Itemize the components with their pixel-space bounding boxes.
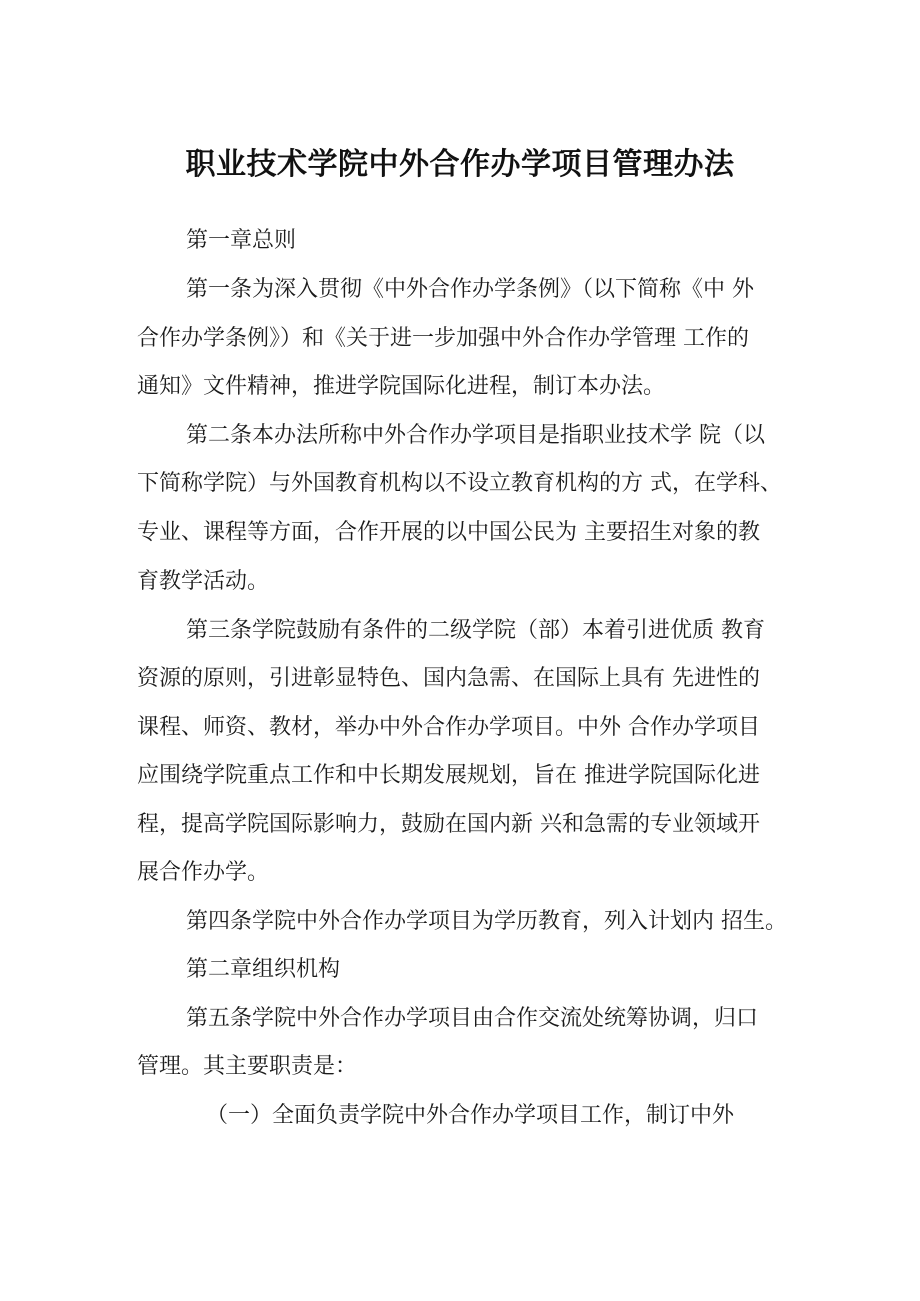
paragraph-line: 第一条为深入贯彻《中外合作办学条例》（以下简称《中 外 bbox=[186, 277, 754, 302]
paragraph-line: 应围绕学院重点工作和中长期发展规划，旨在 推进学院国际化进 bbox=[137, 763, 760, 788]
paragraph-line: 第二条本办法所称中外合作办学项目是指职业技术学 院（以 bbox=[186, 423, 765, 448]
paragraph-line: 管理。其主要职责是： bbox=[137, 1054, 358, 1079]
chapter-heading: 第一章总则 bbox=[186, 228, 297, 253]
paragraph-line: 第四条学院中外合作办学项目为学历教育，列入计划内 招生。 bbox=[186, 909, 787, 934]
paragraph-line: 第三条学院鼓励有条件的二级学院（部）本着引进优质 教育 bbox=[186, 618, 765, 643]
paragraph-line: 通知》文件精神，推进学院国际化进程，制订本办法。 bbox=[137, 374, 666, 399]
paragraph-line: 展合作办学。 bbox=[137, 860, 270, 885]
paragraph-line: 下简称学院）与外国教育机构以不设立教育机构的方 式，在学科、 bbox=[137, 471, 782, 496]
paragraph-line: 合作办学条例》）和《关于进一步加强中外合作办学管理 工作的 bbox=[137, 326, 749, 351]
chapter-heading: 第二章组织机构 bbox=[186, 957, 341, 982]
paragraph-line: 资源的原则，引进彰显特色、国内急需、在国际上具有 先进性的 bbox=[137, 666, 760, 691]
paragraph-line: （一）全面负责学院中外合作办学项目工作，制订中外 bbox=[206, 1103, 735, 1128]
paragraph-line: 第五条学院中外合作办学项目由合作交流处统筹协调，归口 bbox=[186, 1006, 759, 1031]
paragraph-line: 课程、师资、教材，举办中外合作办学项目。中外 合作办学项目 bbox=[137, 715, 760, 740]
paragraph-line: 育教学活动。 bbox=[137, 569, 270, 594]
paragraph-line: 程，提高学院国际影响力，鼓励在国内新 兴和急需的专业领域开 bbox=[137, 812, 760, 837]
document-title: 职业技术学院中外合作办学项目管理办法 bbox=[185, 147, 735, 182]
paragraph-line: 专业、课程等方面，合作开展的以中国公民为 主要招生对象的教 bbox=[137, 520, 760, 545]
